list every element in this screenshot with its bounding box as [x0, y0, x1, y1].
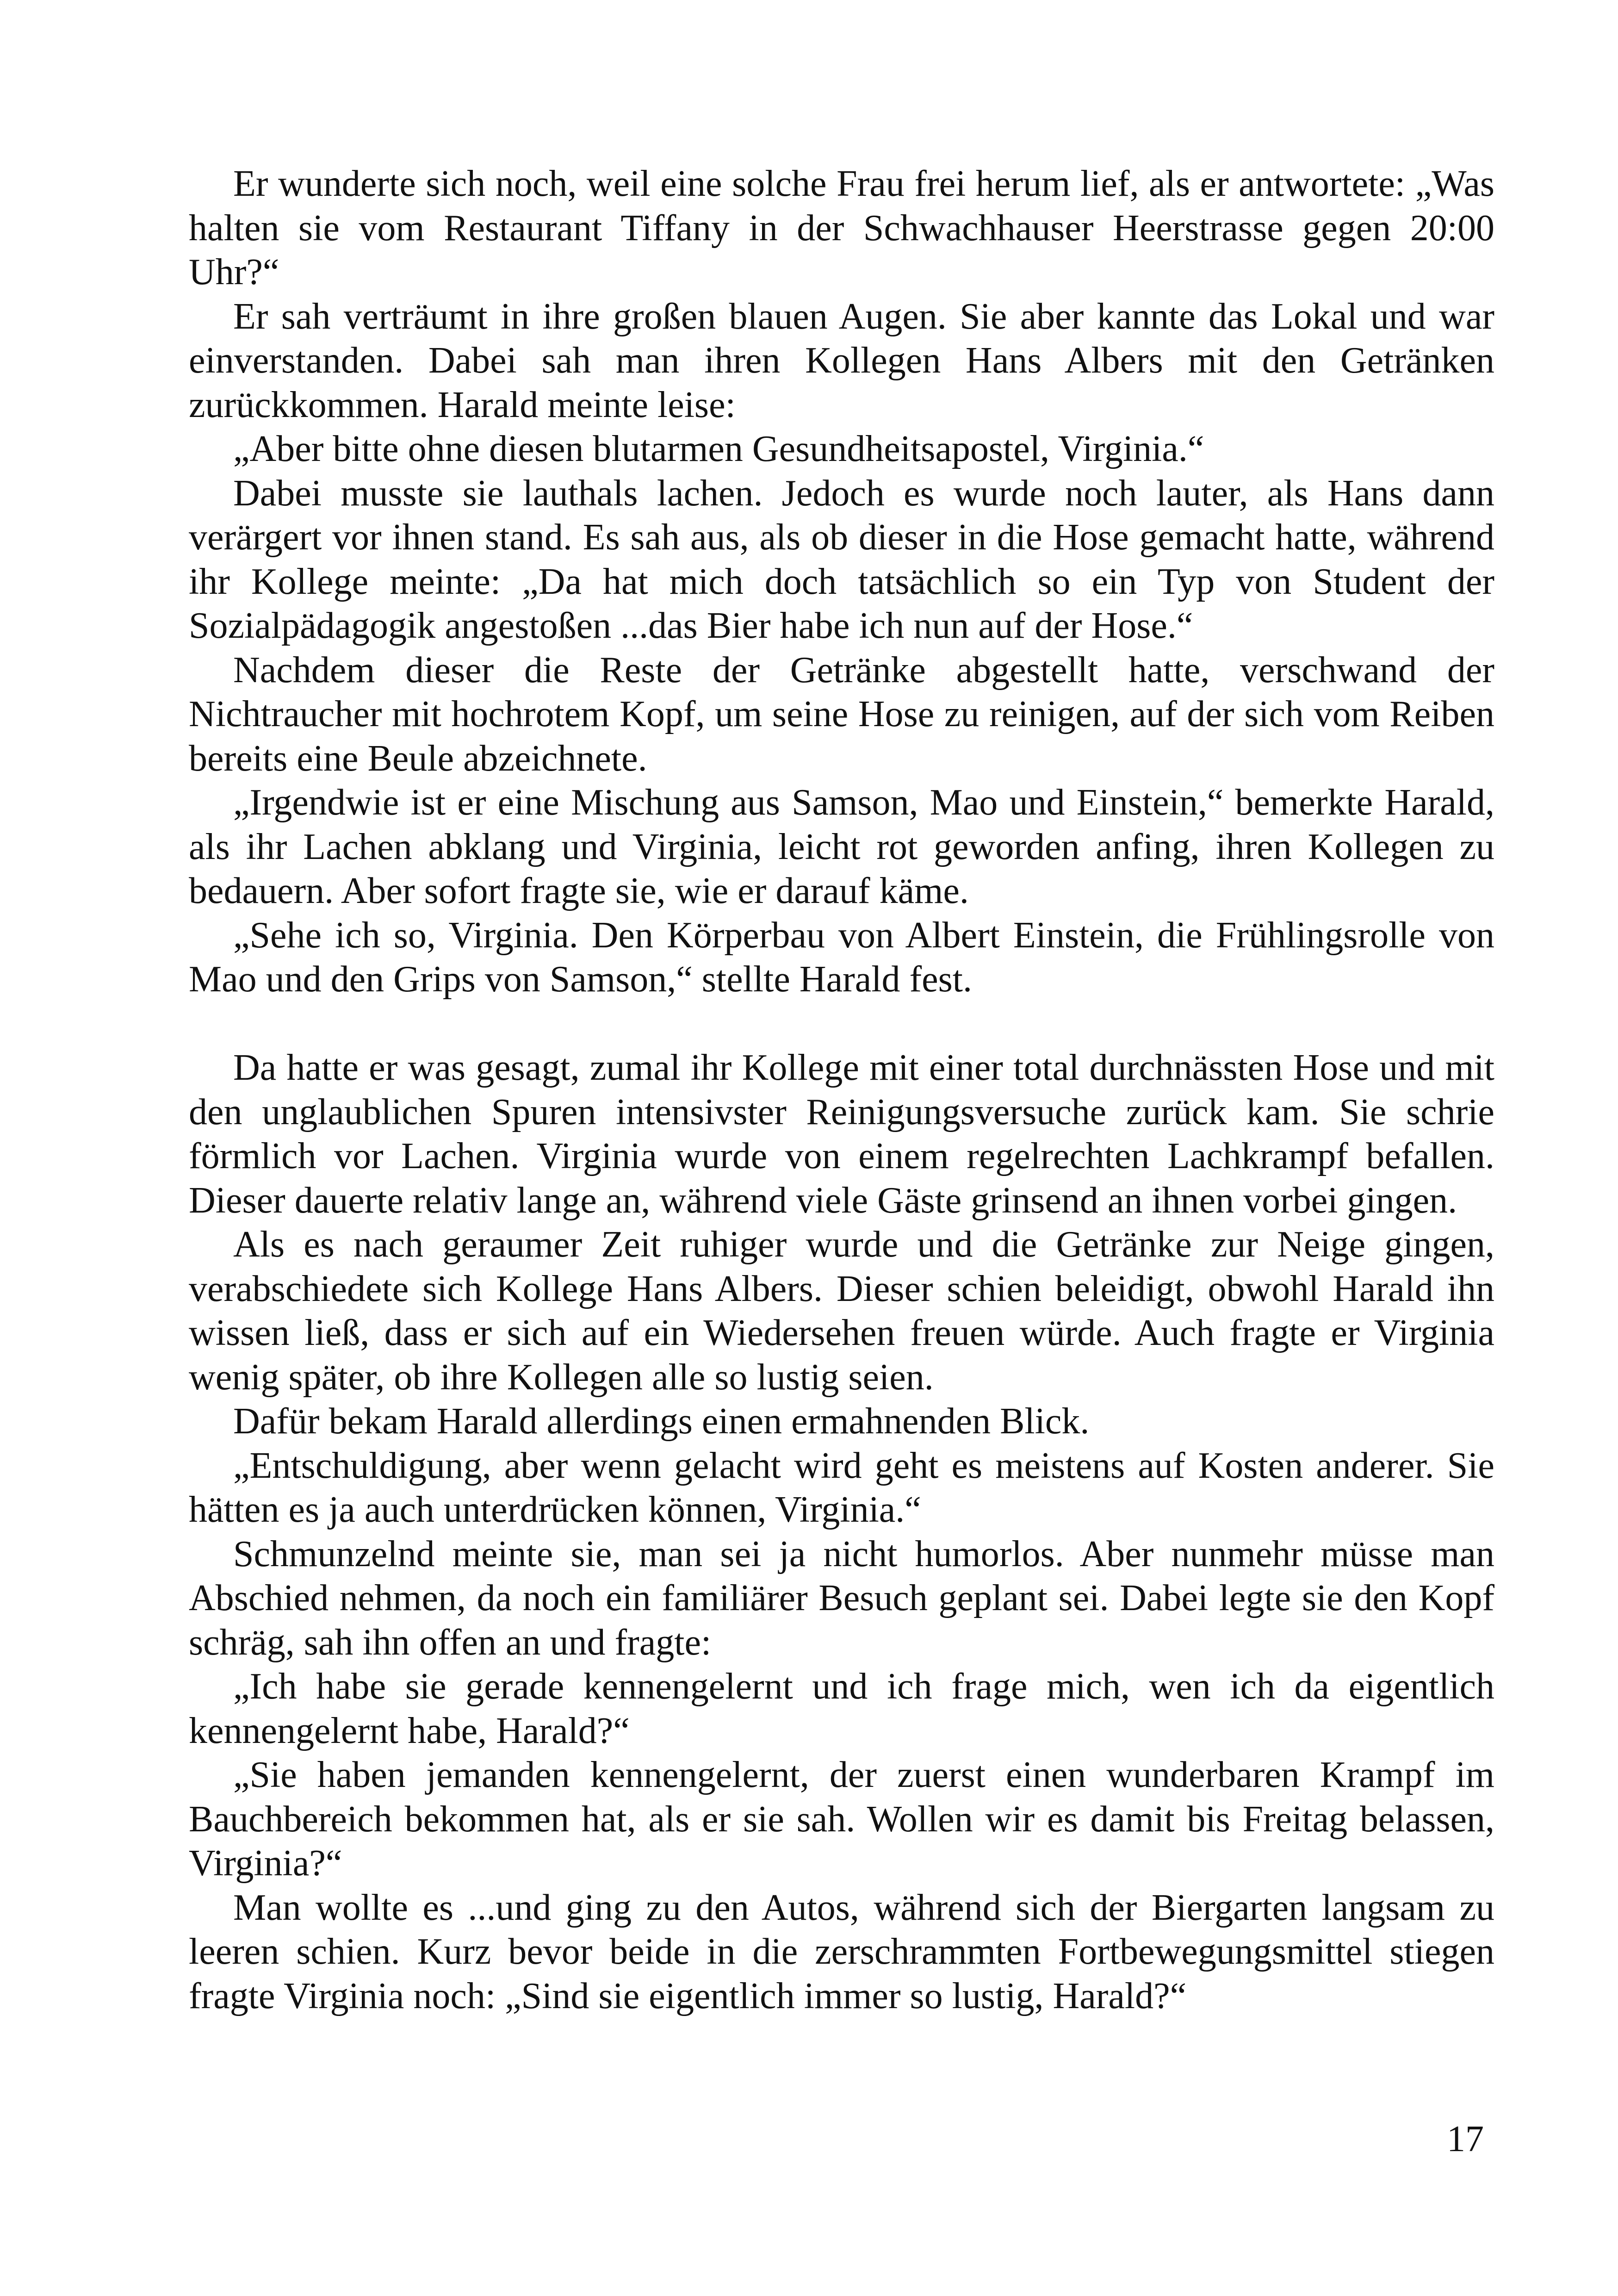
paragraph: „Sie haben jemanden kennengelernt, der zuerst einen wunderbaren Krampf im Bauchbereich bekommen hat, als er sie sah. Wollen wir es damit bis Freitag belassen, Virginia?“	[189, 1755, 1494, 1884]
paragraph: „Ich habe sie gerade kennengelernt und ich frage mich, wen ich da eigentlich kennengelernt habe, Harald?“	[189, 1666, 1494, 1751]
paragraph: Als es nach geraumer Zeit ruhiger wurde und die Getränke zur Neige gingen, verabschiedete sich Kollege Hans Albers. Dieser schien beleidigt, obwohl Harald ihn wissen ließ, dass er sich auf ein Wiedersehen freuen würde. Auch fragte er Virginia wenig später, ob ihre Kollegen alle so lustig seien.	[189, 1224, 1494, 1398]
paragraph: Er wunderte sich noch, weil eine solche Frau frei herum lief, als er antwortete: „Was halten sie vom Restaurant Tiffany in der Schwachhauser Heerstrasse gegen 20:00 Uhr?“	[189, 163, 1494, 292]
paragraph: Schmunzelnd meinte sie, man sei ja nicht humorlos. Aber nunmehr müsse man Abschied nehmen, da noch ein familiärer Besuch geplant sei. Dabei legte sie den Kopf schräg, sah ihn offen an und fragte:	[189, 1533, 1494, 1663]
paragraph: Er sah verträumt in ihre großen blauen Augen. Sie aber kannte das Lokal und war einverstanden. Dabei sah man ihren Kollegen Hans Albers mit den Getränken zurückkommen. Harald meinte leise:	[189, 296, 1494, 425]
paragraph: Dafür bekam Harald allerdings einen ermahnenden Blick.	[233, 1401, 1090, 1442]
paragraph: „Sehe ich so, Virginia. Den Körperbau von Albert Einstein, die Frühlingsrolle von Mao und den Grips von Samson,“ stellte Harald fest.	[189, 915, 1494, 1000]
section-break	[189, 1002, 1494, 1046]
paragraph: „Irgendwie ist er eine Mischung aus Samson, Mao und Einstein,“ bemerkte Harald, als ihr Lachen abklang und Virginia, leicht rot geworden anfing, ihren Kollegen zu bedauern. Aber sofort fragte sie, wie er darauf käme.	[189, 782, 1494, 911]
paragraph: Dabei musste sie lauthals lachen. Jedoch es wurde noch lauter, als Hans dann verärgert vor ihnen stand. Es sah aus, als ob dieser in die Hose gemacht hatte, während ihr Kollege meinte: „Da hat mich doch tatsächlich so ein Typ von Student der Sozialpädagogik angestoßen ...das Bier habe ich nun auf der Hose.“	[189, 473, 1494, 646]
paragraph: „Entschuldigung, aber wenn gelacht wird geht es meistens auf Kosten anderer. Sie hätten es ja auch unterdrücken können, Virginia.“	[189, 1445, 1494, 1530]
paragraph: Da hatte er was gesagt, zumal ihr Kollege mit einer total durchnässten Hose und mit den unglaublichen Spuren intensivster Reinigungsversuche zurück kam. Sie schrie förmlich vor Lachen. Virginia wurde von einem regelrechten Lachkrampf befallen. Dieser dauerte relativ lange an, während viele Gäste grinsend an ihnen vorbei gingen.	[189, 1047, 1494, 1221]
page-number: 17	[1447, 2119, 1484, 2159]
paragraph: „Aber bitte ohne diesen blutarmen Gesundheitsapostel, Virginia.“	[233, 429, 1204, 469]
paragraph: Nachdem dieser die Reste der Getränke abgestellt hatte, verschwand der Nichtraucher mit hochrotem Kopf, um seine Hose zu reinigen, auf der sich vom Reiben bereits eine Beule abzeichnete.	[189, 649, 1494, 779]
body-text	[189, 162, 1494, 2018]
paragraph: Man wollte es ...und ging zu den Autos, während sich der Biergarten langsam zu leeren schien. Kurz bevor beide in die zerschrammten Fortbewegungsmittel stiegen fragte Virginia noch: „Sind sie eigentlich immer so lustig, Harald?“	[189, 1887, 1494, 2016]
